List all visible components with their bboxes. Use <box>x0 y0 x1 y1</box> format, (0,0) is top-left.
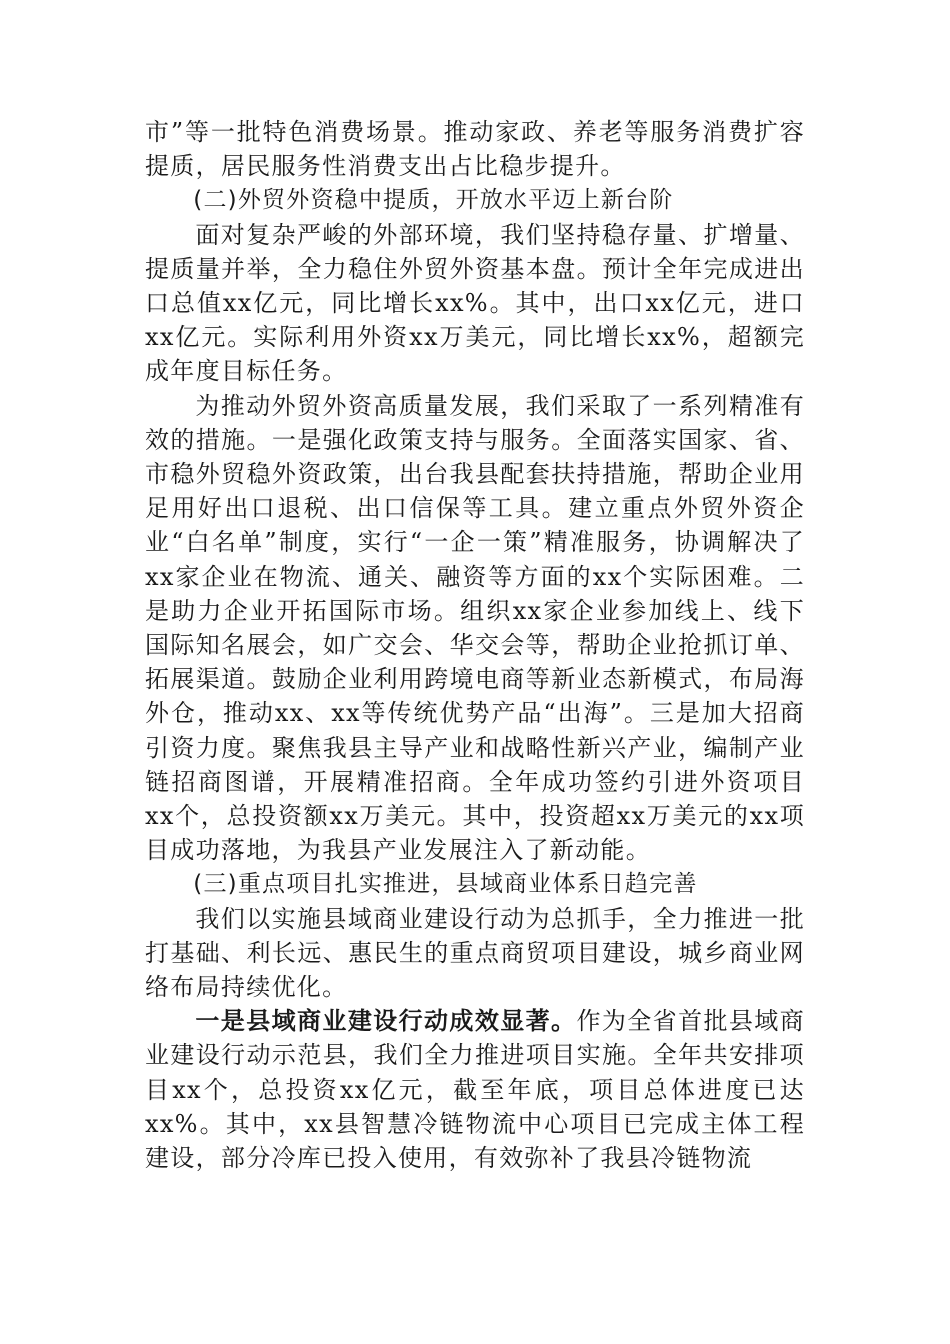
paragraph-trade-overview: 面对复杂严峻的外部环境，我们坚持稳存量、扩增量、提质量并举，全力稳住外贸外资基本盘。预计全年完成进出口总值xx亿元，同比增长xx%。其中，出口xx亿元，进口xx亿元。实际利用外资xx万美元，同比增长xx%，超额完成年度目标任务。 <box>145 220 805 386</box>
paragraph-body-text: 作为全省首批县域商业建设行动示范县，我们全力推进项目实施。全年共安排项目xx个，总投资xx亿元，截至年底，项目总体进度已达xx%。其中，xx县智慧冷链物流中心项目已完成主体工程建设，部分冷库已投入使用，有效弥补了我县冷链物流 <box>145 1007 806 1173</box>
paragraph-trade-measures: 为推动外贸外资高质量发展，我们采取了一系列精准有效的措施。一是强化政策支持与服务。全面落实国家、省、市稳外贸稳外资政策，出台我县配套扶持措施，帮助企业用足用好出口退税、出口信保等工具。建立重点外贸外资企业“白名单”制度，实行“一企一策”精准服务，协调解决了xx家企业在物流、通关、融资等方面的xx个实际困难。二是助力企业开拓国际市场。组织xx家企业参加线上、线下国际知名展会，如广交会、华交会等，帮助企业抢抓订单、拓展渠道。鼓励企业利用跨境电商等新业态新模式，布局海外仓，推动xx、xx等传统优势产品“出海”。三是加大招商引资力度。聚焦我县主导产业和战略性新兴产业，编制产业链招商图谱，开展精准招商。全年成功签约引进外资项目xx个，总投资额xx万美元。其中，投资超xx万美元的xx项目成功落地，为我县产业发展注入了新动能。 <box>145 391 805 865</box>
section-heading-trade: (二)外贸外资稳中提质，开放水平迈上新台阶 <box>193 187 674 214</box>
paragraph-lead-sentence: 一是县域商业建设行动成效显著。 <box>195 1007 577 1036</box>
document-page <box>145 115 805 1175</box>
section-heading-projects: (三)重点项目扎实推进，县域商业体系日趋完善 <box>193 871 698 898</box>
paragraph-county-commerce <box>145 1004 805 1175</box>
paragraph-projects-overview: 我们以实施县域商业建设行动为总抓手，全力推进一批打基础、利长远、惠民生的重点商贸项目建设，城乡商业网络布局持续优化。 <box>145 904 805 1002</box>
paragraph-continuation: 市”等一批特色消费场景。推动家政、养老等服务消费扩容提质，居民服务性消费支出占比稳步提升。 <box>145 118 805 181</box>
